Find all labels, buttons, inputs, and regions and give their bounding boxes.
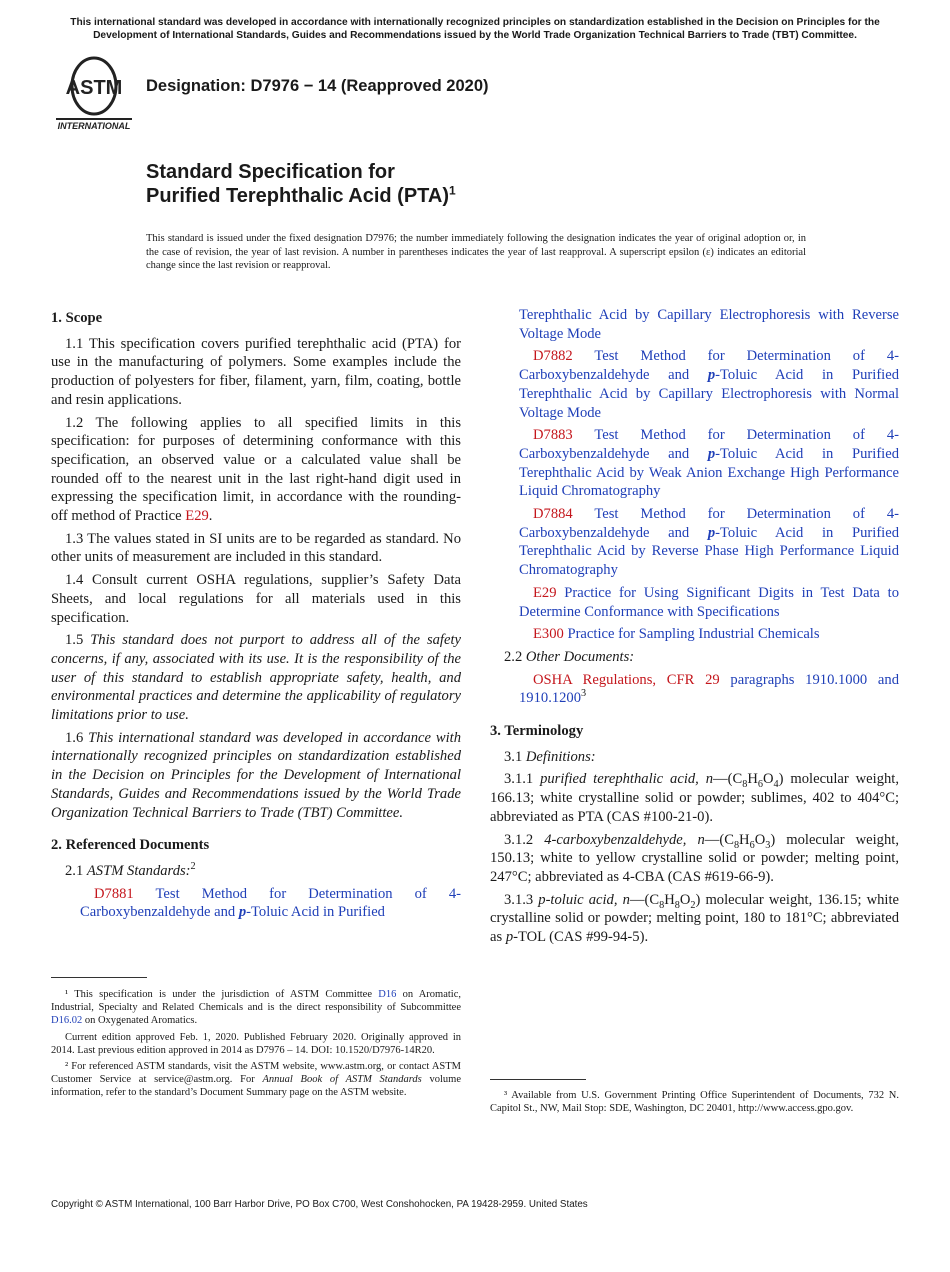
ref-d7883[interactable]: D7883 Test Method for Determination of 4-Carboxybenzaldehyde and p-Toluic Acid in Purified Terephthalic Acid by Weak Anion Exchange High Performance Liquid Chromatography bbox=[519, 427, 900, 500]
para-1-2: 1.2 The following applies to all specified limits in this specification: for purposes of determining conformance with this specification, an observed value or a calculated value shall be rounded off to the nearest unit in the last right-hand digit used in expressing the specification limit, in accordance with the rounding-off method of Practice E29. bbox=[51, 414, 461, 525]
left-column bbox=[51, 309, 461, 926]
footnote-rule-left bbox=[51, 977, 147, 978]
footnote-3: ³ Available from U.S. Government Printing Office Superintendent of Documents, 732 N. Capitol St., NW, Mail Stop: SDE, Washington, DC 20401, http://www.access.gpo.gov. bbox=[490, 1090, 899, 1115]
para-1-3: 1.3 The values stated in SI units are to be regarded as standard. No other units of measurement are included in this standard. bbox=[51, 530, 461, 566]
ref-e29[interactable]: E29 Practice for Using Significant Digits in Test Data to Determine Conformance with Specifications bbox=[519, 584, 899, 620]
footnote-rule-right bbox=[490, 1079, 586, 1080]
para-1-4: 1.4 Consult current OSHA regulations, supplier’s Safety Data Sheets, and local regulations for all materials used in this specification. bbox=[51, 572, 461, 626]
ref-d7881-cont[interactable]: Terephthalic Acid by Capillary Electrophoresis with Reverse Voltage Mode bbox=[519, 307, 899, 342]
banner-notice: This international standard was developed in accordance with internationally recognized principles on standardization established in the Decision on Principles for the Development of International Standards, Guides and Recommendations issued by the World Trade Organization Technical Barriers to Trade (TBT) Committee. bbox=[70, 17, 880, 41]
term-ptol: 3.1.3 p-toluic acid, $n—(C_8H_8O_2)$ molecular weight, 136.15; white crystalline solid or powder; melting point, 180 to 181°C; abbreviated as p-TOL (CAS #99-94-5). bbox=[490, 891, 899, 946]
document-title bbox=[146, 160, 456, 208]
link-e29[interactable]: E29 bbox=[185, 508, 209, 525]
footnote-1-edition: Current edition approved Feb. 1, 2020. Published February 2020. Originally approved in 2014. Last previous edition approved in 2014 as D7976 – 14. DOI: 10.1520/D7976-14R20. bbox=[51, 1031, 461, 1056]
right-column bbox=[490, 306, 899, 951]
footnote-2: ² For referenced ASTM standards, visit the ASTM website, www.astm.org, or contact ASTM Customer Service at service@astm.org. For Annual Book of ASTM Standards volume information, refer to the standard’s Document Summary page on the ASTM website. bbox=[51, 1061, 461, 1099]
para-1-1: 1.1 This specification covers purified terephthalic acid (PTA) for use in the manufacturing of polymers. Some examples include the production of polyesters for fiber, filament, yarn, film, coating, bottle and resin applications. bbox=[51, 335, 461, 408]
link-d1602[interactable]: D16.02 bbox=[51, 1015, 83, 1027]
title-line1: Standard Specification for bbox=[146, 161, 395, 183]
definitions-label: 3.1 Definitions: bbox=[504, 748, 596, 765]
footnote-1: ¹ This specification is under the jurisdiction of ASTM Committee D16 on Aromatic, Industrial, Specialty and Related Chemicals and is the direct responsibility of Subcommittee D16.02 on Oxygenated Aromatics. bbox=[51, 989, 462, 1027]
other-documents-label: 2.2 Other Documents: bbox=[504, 648, 635, 665]
para-1-5: 1.5 This standard does not purport to address all of the safety concerns, if any, associated with its use. It is the responsibility of the user of this standard to establish appropriate safety, health, and environmental practices and determine the applicability of regulatory limitations prior to use. bbox=[51, 632, 461, 724]
designation: Designation: D7976 − 14 (Reapproved 2020) bbox=[146, 77, 489, 95]
copyright: Copyright © ASTM International, 100 Barr Harbor Drive, PO Box C700, West Conshohocken, PA 19428-2959. United States bbox=[51, 1199, 588, 1210]
ref-d7881[interactable]: D7881 Test Method for Determination of 4-Carboxybenzaldehyde and p-Toluic Acid in Purified bbox=[80, 885, 461, 921]
footnotes-left bbox=[51, 988, 461, 1103]
ref-osha[interactable]: OSHA Regulations, CFR 29 paragraphs 1910.1000 and 1910.1200$^3$ bbox=[519, 671, 900, 707]
astm-standards-label: 2.1 ASTM Standards:$^2$ bbox=[65, 861, 196, 879]
ref-d7884[interactable]: D7884 Test Method for Determination of 4-Carboxybenzaldehyde and p-Toluic Acid in Purified Terephthalic Acid by Reverse Phase High Performance Liquid Chromatography bbox=[519, 506, 900, 579]
issued-note: This standard is issued under the fixed designation D7976; the number immediately following the designation indicates the year of original adoption or, in the case of revision, the year of last revision. A number in parentheses indicates the year of last reapproval. A superscript epsilon (ε) indicates an editorial change since the last revision or reapproval. bbox=[146, 233, 806, 272]
footnotes-right bbox=[490, 1089, 899, 1118]
title-line2: Purified Terephthalic Acid (PTA)$^1$ bbox=[146, 183, 456, 207]
svg-text:ASTM: ASTM bbox=[65, 77, 123, 99]
para-1-6: 1.6 This international standard was developed in accordance with internationally recognized principles on standardization established in the Decision on Principles for the Development of International Standards, Guides and Recommendations issued by the World Trade Organization Technical Barriers to Trade (TBT) Committee. bbox=[51, 729, 462, 821]
link-d16[interactable]: D16 bbox=[378, 989, 397, 1000]
terminology-heading: 3. Terminology bbox=[490, 723, 584, 740]
scope-heading: 1. Scope bbox=[51, 310, 103, 326]
term-pta: 3.1.1 purified terephthalic acid, $n—(C_8H_6O_4)$ molecular weight, 166.13; white crystalline solid or powder; sublimes, 402 to 404°C; abbreviated as PTA (CAS #100-21-0). bbox=[490, 771, 899, 825]
ref-d7882[interactable]: D7882 Test Method for Determination of 4-Carboxybenzaldehyde and p-Toluic Acid in Purified Terephthalic Acid by Capillary Electrophoresis with Normal Voltage Mode bbox=[519, 348, 900, 421]
ref-e300[interactable]: E300 Practice for Sampling Industrial Chemicals bbox=[533, 626, 820, 643]
refdocs-heading: 2. Referenced Documents bbox=[51, 837, 210, 854]
term-4cba: 3.1.2 4-carboxybenzaldehyde, $n—(C_8H_6O_3)$ molecular weight, 150.13; white to yellow crystalline solid or powder; melting point, 247°C; abbreviated as 4-CBA (CAS #619-66-9). bbox=[490, 831, 899, 885]
astm-logo bbox=[52, 56, 136, 134]
svg-text:INTERNATIONAL: INTERNATIONAL bbox=[57, 121, 131, 131]
